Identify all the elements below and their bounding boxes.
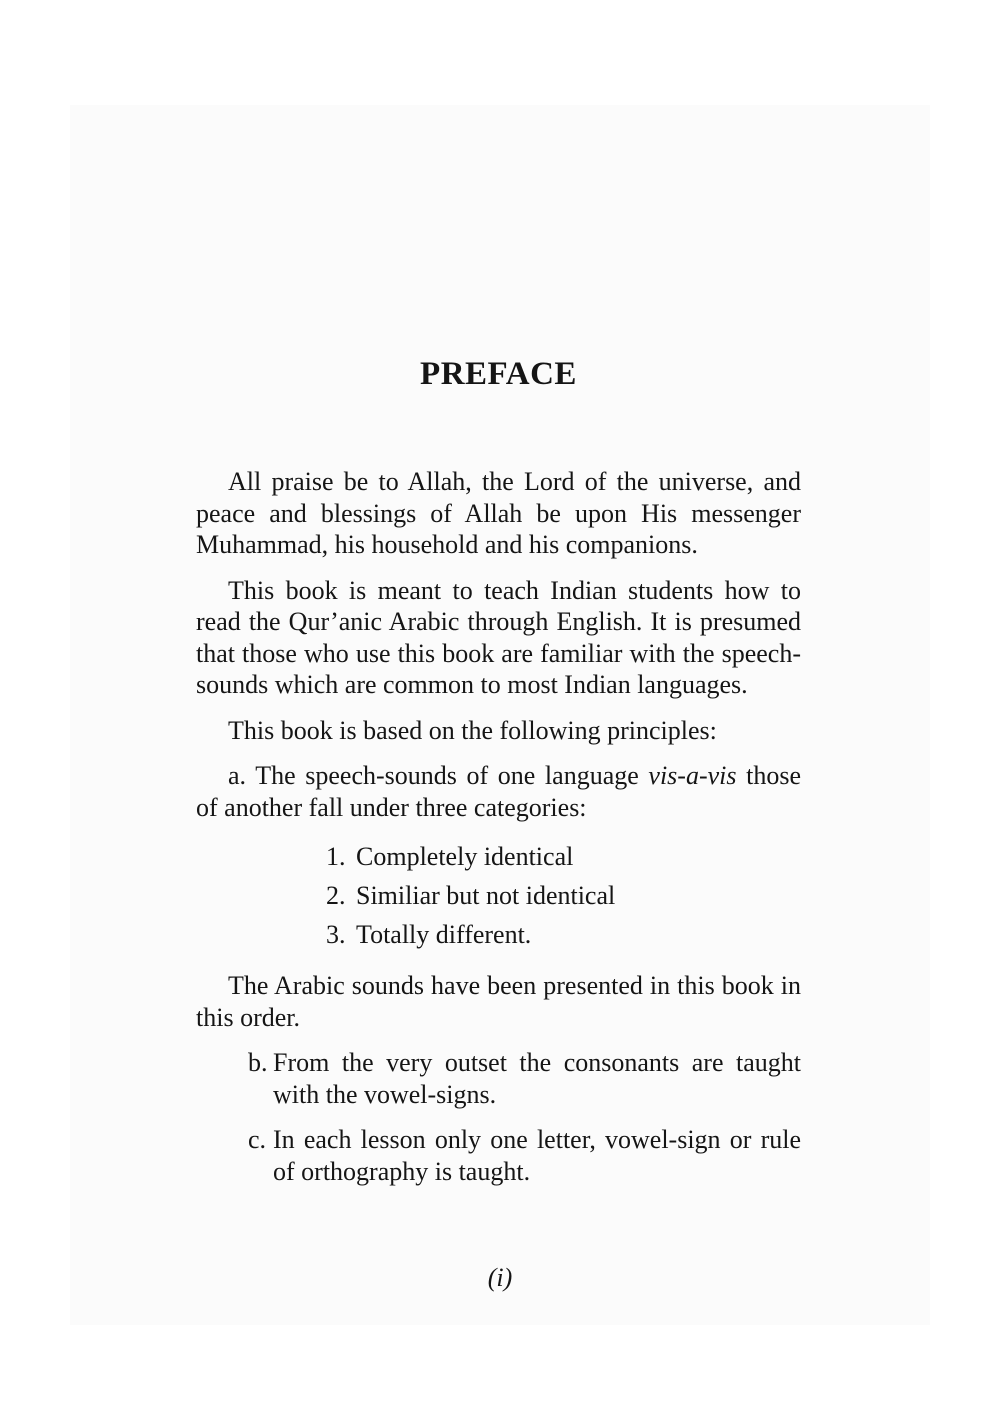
list-item: [326, 876, 801, 915]
principle-c-marker: c.: [248, 1125, 267, 1154]
list-item: [326, 837, 801, 876]
principle-c-text: In each lesson only one letter, vowel-sign or rule of orthography is taught.: [273, 1125, 801, 1186]
paragraph-praise: All praise be to Allah, the Lord of the universe, and peace and blessings of Allah be upon His messenger Muhammad, his household and his companions.: [196, 467, 801, 559]
list-item-text: Completely identical: [356, 842, 574, 871]
preface-content: [196, 352, 801, 1201]
list-item-text: Similiar but not identical: [356, 881, 616, 910]
paragraph-order: The Arabic sounds have been presented in this book in this order.: [196, 971, 801, 1032]
categories-list: [326, 837, 801, 954]
principle-a-italic-term: vis-a-vis: [648, 761, 737, 790]
paragraph-principles-intro: This book is based on the following principles:: [228, 715, 717, 745]
principle-b-marker: b.: [248, 1048, 268, 1077]
principle-a: [196, 760, 801, 823]
principle-b-text: From the very outset the consonants are taught with the vowel-signs.: [273, 1048, 801, 1109]
page-number: (i): [487, 1263, 513, 1292]
paragraph-purpose: This book is meant to teach Indian students how to read the Qur’anic Arabic through English. It is presumed that those who use this book are familiar with the speech-sounds which are common to most Indian languages.: [196, 575, 801, 699]
list-item-text: Totally different.: [356, 920, 532, 949]
principle-a-text-end: those of another fall under three categories:: [196, 761, 802, 822]
principle-a-marker: a.: [228, 761, 247, 790]
principle-b: [248, 1047, 801, 1110]
list-item-number: 1.: [326, 842, 346, 871]
principle-c: [248, 1124, 801, 1187]
principle-a-text-start: The speech-sounds of one language: [255, 761, 649, 790]
page-title: PREFACE: [420, 356, 577, 392]
list-item-number: 2.: [326, 881, 346, 910]
list-item-number: 3.: [326, 920, 346, 949]
list-item: [326, 915, 801, 954]
